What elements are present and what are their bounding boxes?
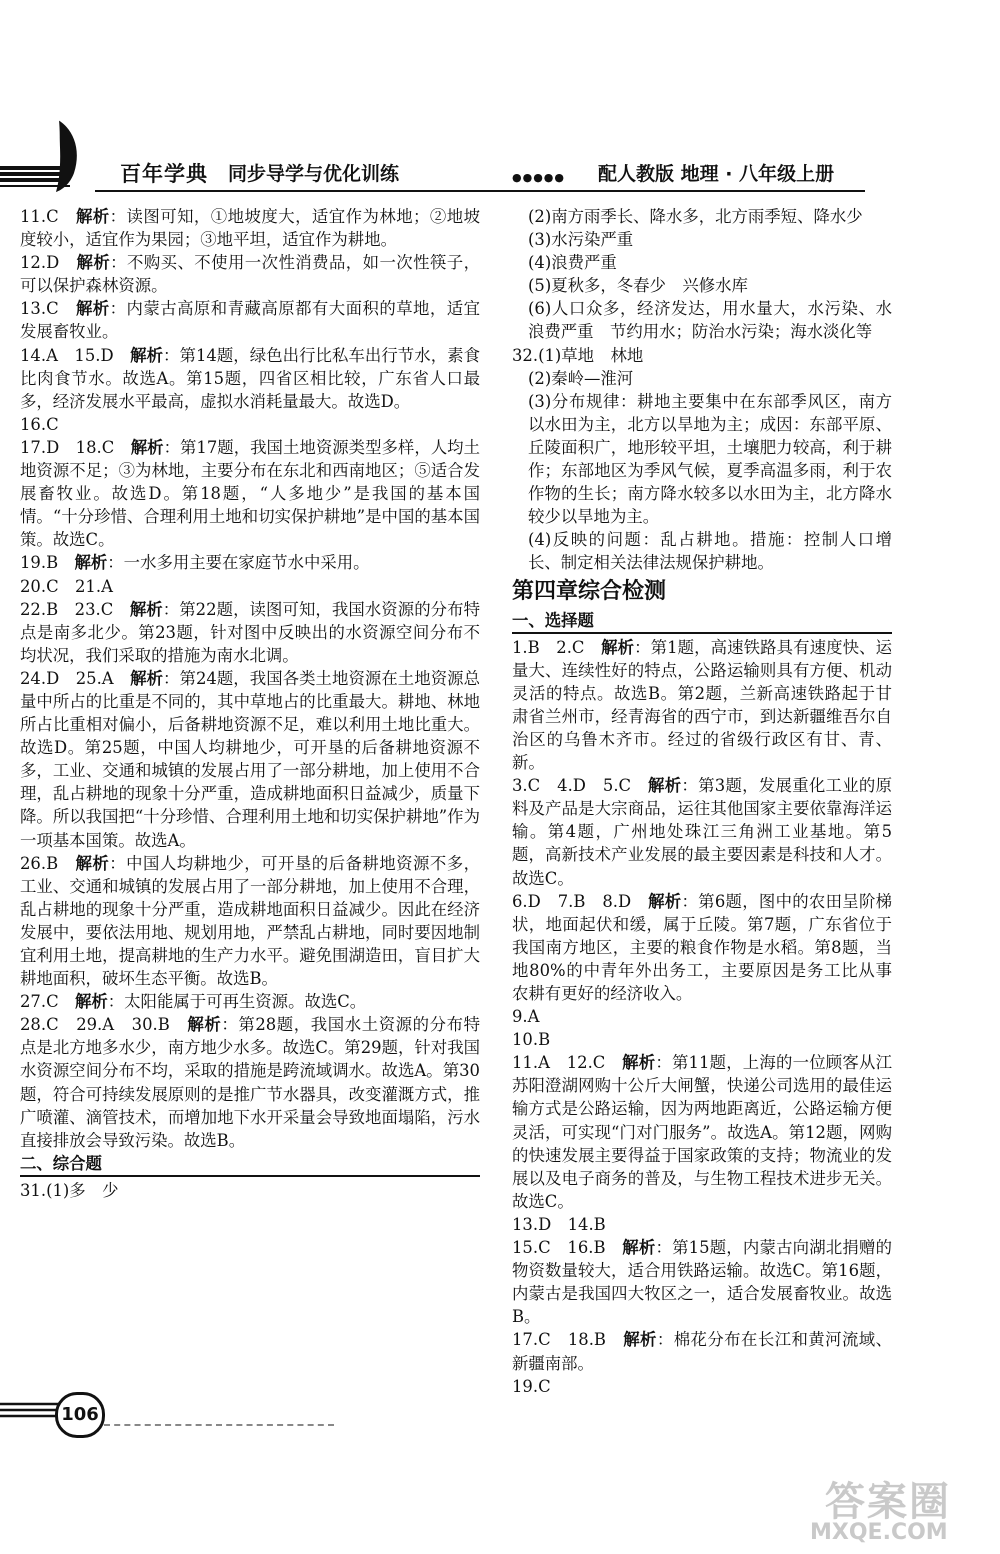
- answer-number: 10.B: [512, 1030, 551, 1050]
- analysis-keyword: 解析: [130, 437, 164, 457]
- answer-number: 20.C 21.A: [20, 576, 113, 596]
- analysis-text: ：内蒙古高原和青藏高原都有大面积的草地，适宜发展畜牧业。: [20, 299, 481, 342]
- right_column-answer-item: [512, 1236, 892, 1328]
- analysis-text: ：第15题，内蒙古向湖北捐赠的物资数量较大，适合用铁路运输。故选C。第16题，内蒙古是我国四大牧区之一，适合发展畜牧业。故选B。: [512, 1238, 892, 1327]
- section-heading-choice: 一、选择题: [512, 610, 594, 630]
- answer-number: 17.D 18.C: [20, 437, 131, 457]
- section-heading-comprehensive: 二、综合题: [20, 1153, 102, 1173]
- right-column: [512, 205, 892, 1398]
- quill-logo-icon: [0, 118, 110, 198]
- analysis-keyword: 解析: [130, 668, 164, 688]
- analysis-keyword: 解析: [622, 1238, 656, 1258]
- analysis-text: ：不购买、不使用一次性消费品，如一次性筷子，可以保护森林资源。: [20, 253, 481, 296]
- book-title: 百年学典: [120, 162, 208, 186]
- analysis-keyword: 解析: [130, 345, 164, 365]
- answer-number: 12.D: [20, 253, 77, 273]
- right_column-answer-item: [512, 1028, 892, 1051]
- answer-number: 3.C 4.D 5.C: [512, 776, 649, 796]
- right_column-answer-item: [512, 1051, 892, 1213]
- analysis-text: ：第6题，图中的农田呈阶梯状，地面起伏和缓，属于丘陵。第7题，广东省位于我国南方地区，主要的粮食作物是水稻。第8题，当地80%的中青年外出务工，主要原因是务工比从事农耕有更好的经济收入。: [512, 891, 893, 1003]
- analysis-text: ：读图可知，①地坡度大，适宜作为林地；②地坡度较小，适宜作为果园；③地平坦，适宜作为耕地。: [20, 207, 481, 250]
- right_column-answer-item: [512, 1328, 892, 1374]
- right_column-answer-item: [512, 1005, 892, 1028]
- left_column-answer-item: [20, 205, 480, 251]
- analysis-keyword: 解析: [75, 992, 108, 1012]
- answer-number: 28.C 29.A 30.B: [20, 1015, 188, 1035]
- analysis-text: ：第3题，发展重化工业的原料及产品是大宗商品，运往其他国家主要依靠海洋运输。第4题，广州地处珠江三角洲工业基地。第5题，高新技术产业发展的最主要因素是科技和人才。故选C。: [512, 776, 892, 888]
- footer-lines-icon: [0, 1400, 62, 1420]
- answer-32-part: (4)反映的问题：乱占耕地。措施：控制人口增长、制定相关法律法规保护耕地。: [528, 530, 892, 573]
- answer-number: 14.A 15.D: [20, 345, 131, 365]
- chapter-title: 第四章综合检测: [512, 578, 667, 604]
- left_column-answer-item: [20, 598, 480, 667]
- left_column-answer-item: [20, 413, 480, 436]
- analysis-text: ：第24题，我国各类土地资源在土地资源总量中所占的比重是不同的，其中草地占的比重最大。耕地、林地所占比重相对偏小，后备耕地资源不足，难以利用土地比重大。故选D。第25题，中国人均耕地少，可开垦的后备耕地资源不多，工业、交通和城镇的发展占用了一部分耕地，加上使用不合理，乱占耕地的现象十分严重，造成耕地面积日益减少，质量下降。所以我国把“十分珍惜、合理利用土地和切实保护耕地”作为一项基本国策。故选A。: [20, 668, 480, 850]
- analysis-keyword: 解析: [622, 1053, 656, 1073]
- footer-dash: [104, 1424, 334, 1426]
- analysis-text: ：太阳能属于可再生资源。故选C。: [107, 992, 367, 1012]
- answer-number: 27.C: [20, 992, 75, 1012]
- answer-number: 19.B: [20, 553, 75, 573]
- analysis-text: ：第28题，我国水土资源的分布特点是北方地多水少，南方地少水多。故选C。第29题，针对我国水资源空间分布不均，采取的措施是跨流域调水。故选A。第30题，符合可持续发展原则的是推广节水器具，改变灌溉方式，推广喷灌、滴管技术，而增加地下水开采量会导致地面塌陷，污水直接排放会导致污染。故选B。: [20, 1015, 481, 1150]
- left_column-answer-item: [20, 551, 480, 574]
- answer-31-part: (3)水污染严重: [528, 230, 634, 250]
- answer-31-part: (2)南方雨季长、降水多，北方雨季短、降水少: [528, 207, 863, 226]
- analysis-keyword: 解析: [75, 207, 110, 226]
- analysis-keyword: 解析: [75, 299, 110, 319]
- analysis-text: ：第11题，上海的一位顾客从江苏阳澄湖网购十公斤大闸蟹，快递公司选用的最佳运输方式是公路运输，因为两地距离近，公路运输方便灵活，可实现“门对门服务”。故选A。第12题，网购的快速发展主要得益于国家政策的支持；物流业的发展以及电子商务的普及，与生物工程技术进步无关。故选C。: [512, 1053, 893, 1211]
- page-header: [0, 118, 1000, 198]
- left_column-answer-item: [20, 852, 480, 991]
- answer-number: 26.B: [20, 853, 76, 873]
- right_column-answer-item: [512, 1213, 892, 1236]
- answer-number: 11.C: [20, 207, 76, 226]
- answer-32-part: (3)分布规律：耕地主要集中在东部季风区，南方以水田为主，北方以旱地为主；成因：东部平原、丘陵面积广，地形较平坦，土壤肥力较高，利于耕作；东部地区为季风气候，夏季高温多雨，利于农作物的生长；南方降水较多以水田为主，北方降水较少以旱地为主。: [528, 391, 892, 527]
- left_column-answer-item: [20, 297, 480, 343]
- book-subtitle: 同步导学与优化训练: [228, 163, 400, 185]
- analysis-text: ：第22题，读图可知，我国水资源的分布特点是南多北少。第23题，针对图中反映出的水资源空间分布不均状况，我们采取的措施为南水北调。: [20, 599, 480, 665]
- header-rule: [95, 190, 865, 192]
- section-rule: [20, 1175, 480, 1177]
- watermark-url: MXQE.COM: [810, 1520, 948, 1545]
- analysis-keyword: 解析: [75, 853, 110, 873]
- answer-number: 11.A 12.C: [512, 1053, 623, 1073]
- answer-32-part: (2)秦岭—淮河: [528, 368, 634, 388]
- left_column-answer-item: [20, 990, 480, 1013]
- analysis-text: ：一水多用主要在家庭节水中采用。: [107, 553, 370, 573]
- page-number: 106: [55, 1392, 105, 1438]
- left_column-answer-item: [20, 1013, 480, 1152]
- answer-number: 13.C: [20, 299, 76, 319]
- analysis-text: ：第17题，我国土地资源类型多样，人均土地资源不足；③为林地，主要分布在东北和西南地区；⑤适合发展畜牧业。故选D。第18题，“人多地少”是我国的基本国情。“十分珍惜、合理利用土地和切实保护耕地”是中国的基本国策。故选C。: [20, 437, 480, 550]
- answer-number: 15.C 16.B: [512, 1238, 623, 1258]
- analysis-keyword: 解析: [129, 599, 163, 619]
- left-column: [20, 205, 480, 1202]
- left_column-answer-item: [20, 344, 480, 413]
- answer-number: 19.C: [512, 1376, 551, 1396]
- analysis-keyword: 解析: [601, 637, 635, 657]
- page-footer: [0, 1386, 400, 1446]
- answer-number: 22.B 23.C: [20, 599, 130, 619]
- answer-number: 1.B 2.C: [512, 637, 602, 657]
- right_column-answer-item: [512, 774, 892, 889]
- answer-31-part: (6)人口众多，经济发达，用水量大，水污染、水浪费严重 节约用水；防治水污染；海水淡化等: [528, 299, 892, 342]
- left_column-answer-item: [20, 667, 480, 852]
- edition-label: 配人教版 地理 · 八年级上册: [598, 163, 835, 185]
- analysis-text: ：第1题，高速铁路具有速度快、运量大、连续性好的特点，公路运输则具有方便、机动灵活的特点。故选B。第2题，兰新高速铁路起于甘肃省兰州市，经青海省的西宁市，到达新疆维吾尔自治区的乌鲁木齐市。经过的省级行政区有甘、青、新。: [512, 637, 892, 773]
- analysis-keyword: 解析: [187, 1015, 222, 1035]
- answer-number: 16.C: [20, 414, 59, 434]
- analysis-text: ：棉花分布在长江和黄河流域、新疆南部。: [512, 1330, 892, 1373]
- analysis-text: ：中国人均耕地少，可开垦的后备耕地资源不多，工业、交通和城镇的发展占用了一部分耕地，加上使用不合理，乱占耕地的现象十分严重，造成耕地面积日益减少。因此在经济发展中，要依法用地、规划用地，严禁乱占耕地，同时要因地制宜利用土地，提高耕地的生产力水平。避免围湖造田，盲目扩大耕地面积，破坏生态平衡。故选B。: [20, 853, 480, 989]
- header-dots: ●●●●●: [512, 171, 565, 184]
- left_column-answer-item: [20, 436, 480, 551]
- analysis-keyword: 解析: [648, 776, 682, 796]
- analysis-keyword: 解析: [76, 253, 111, 273]
- answer-number: 9.A: [512, 1007, 540, 1027]
- right_column-answer-item: [512, 1375, 892, 1398]
- left_column-answer-item: [20, 251, 480, 297]
- answer-number: 13.D 14.B: [512, 1214, 606, 1234]
- right_column-answer-item: [512, 890, 892, 1005]
- answer-number: 6.D 7.B 8.D: [512, 891, 649, 911]
- right_column-answer-item: [512, 636, 892, 775]
- answer-item-31: 31.(1)多 少: [20, 1180, 119, 1200]
- answer-31-part: (4)浪费严重: [528, 253, 617, 273]
- watermark-text: 答案圈: [825, 1479, 951, 1525]
- section-rule: [512, 632, 892, 634]
- analysis-keyword: 解析: [74, 553, 108, 573]
- analysis-keyword: 解析: [648, 891, 682, 911]
- answer-number: 24.D 25.A: [20, 668, 131, 688]
- answer-number: 17.C 18.B: [512, 1330, 624, 1350]
- answer-31-part: (5)夏秋多，冬春少 兴修水库: [528, 276, 748, 296]
- answer-32-part: 32.(1)草地 林地: [512, 345, 644, 365]
- watermark-logo: [800, 1470, 990, 1550]
- analysis-keyword: 解析: [623, 1330, 657, 1350]
- left_column-answer-item: [20, 575, 480, 598]
- analysis-text: ：第14题，绿色出行比私车出行节水，素食比肉食节水。故选A。第15题，四省区相比较，广东省人口最多，经济发展水平最高，虚拟水消耗量最大。故选D。: [20, 345, 480, 411]
